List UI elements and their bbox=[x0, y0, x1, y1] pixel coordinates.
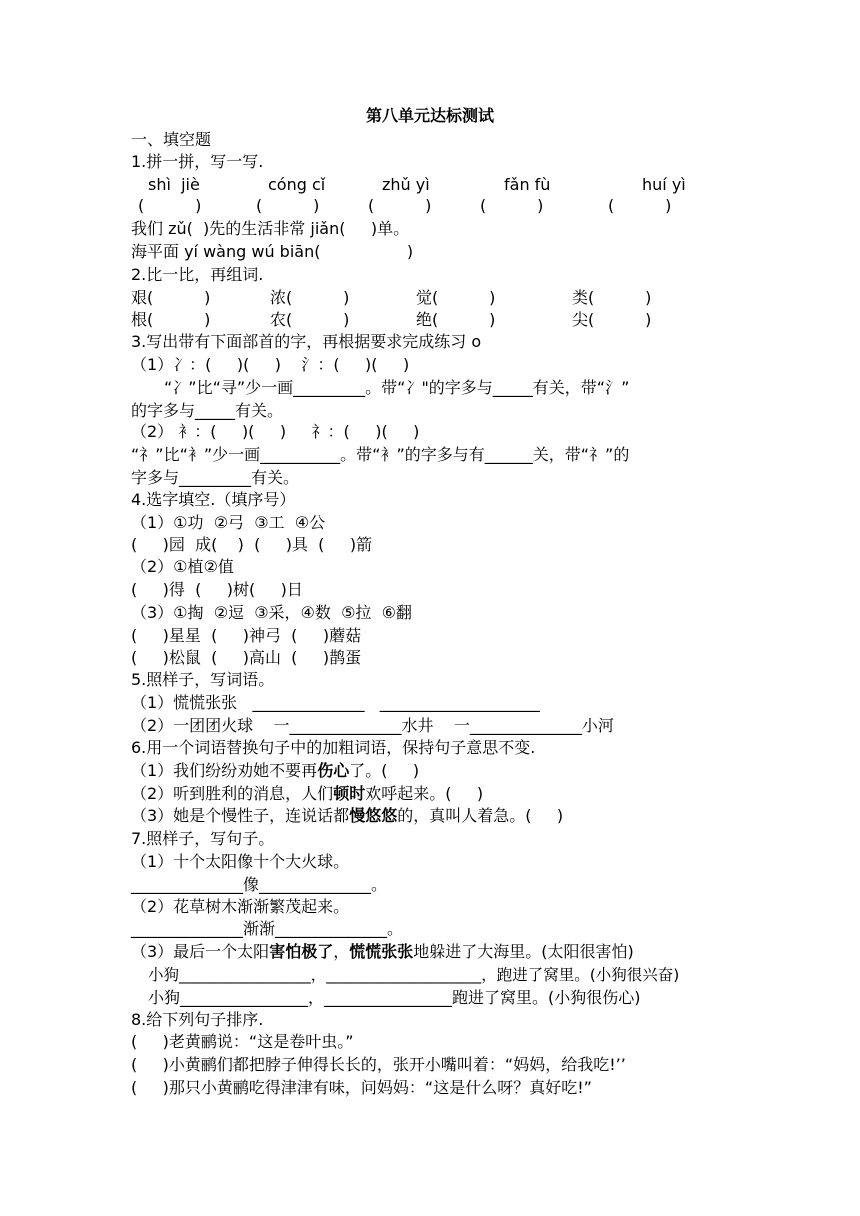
compare-item: 浓( ) bbox=[270, 288, 350, 307]
q3-part-1-text: “冫”比“寻”少一画_________。带“冫"的字多与_____有关，带“氵” bbox=[164, 378, 630, 397]
q6-bold-word: 慢悠悠 bbox=[349, 806, 398, 825]
q7-example-1: （1）十个太阳像十个大火球。 bbox=[131, 852, 350, 871]
q7-example-2: （2）花草树木渐渐繁茂起来。 bbox=[131, 897, 350, 916]
compare-item: 尖( ) bbox=[572, 310, 652, 329]
q7-bold-word: 慌慌张张 bbox=[349, 942, 414, 961]
q7-blank-1: ______________像______________。 bbox=[131, 875, 388, 894]
compare-item: 绝( ) bbox=[416, 310, 496, 329]
q6-item-1 bbox=[131, 761, 419, 783]
q4-blanks-3b: ( )松鼠 ( )高山 ( )鹊蛋 bbox=[131, 648, 362, 667]
q7-blank-3: 小狗_________________，____________________，跑进了窝里。(小狗很兴奋) bbox=[148, 966, 680, 984]
q6-text: 的，真叫人着急。( ) bbox=[397, 806, 564, 825]
q7-text: ， bbox=[333, 942, 350, 961]
section-heading: 一、填空题 bbox=[131, 130, 212, 149]
answer-blank[interactable]: ( ) bbox=[138, 196, 202, 215]
compare-item: 根( ) bbox=[131, 310, 211, 329]
q8-line-3: ( )那只小黄鹂吃得津津有味，问妈妈：“这是什么呀？真好吃!” bbox=[131, 1078, 592, 1097]
q6-bold-word: 伤心 bbox=[317, 761, 350, 780]
pinyin-3: zhǔ yì bbox=[382, 175, 430, 194]
answer-blank[interactable]: ( ) bbox=[608, 196, 672, 215]
q8-line-2: ( )小黄鹂们都把脖子伸得长长的，张开小嘴叫着：“妈妈，给我吃!’’ bbox=[131, 1055, 626, 1074]
q7-heading: 7.照样子，写句子。 bbox=[131, 829, 275, 848]
pinyin-5: huí yì bbox=[642, 175, 686, 194]
q4-blanks-1: ( )园 成( ) ( )具 ( )箭 bbox=[131, 535, 373, 554]
q4-options-2: （2）①植②值 bbox=[131, 557, 234, 576]
q6-text: 了。( ) bbox=[349, 761, 420, 780]
q2-heading: 2.比一比，再组词. bbox=[131, 265, 264, 284]
q4-options-1: （1）①功 ②弓 ③工 ④公 bbox=[131, 513, 326, 532]
q6-text: （2）听到胜利的消息，人们 bbox=[131, 784, 334, 803]
page-title: 第八单元达标测试 bbox=[365, 106, 494, 125]
q4-blanks-2: ( )得 ( )树( )日 bbox=[131, 580, 303, 599]
q3-part-1-text: 的字多与_____有关。 bbox=[131, 401, 284, 420]
q8-line-1: ( )老黄鹂说：“这是卷叶虫。” bbox=[131, 1032, 354, 1051]
q7-text: （3）最后一个太阳 bbox=[131, 942, 270, 961]
q6-heading: 6.用一个词语替换句子中的加粗词语，保持句子意思不变. bbox=[131, 738, 536, 757]
compare-item: 农( ) bbox=[270, 310, 350, 329]
answer-blank[interactable]: ( ) bbox=[368, 196, 432, 215]
compare-item: 觉( ) bbox=[416, 288, 496, 307]
answer-blank[interactable]: ( ) bbox=[256, 196, 320, 215]
q3-part-2-text: “礻”比“衤”少一画__________。带“衤”的字多与有______关，带“礻”的 bbox=[131, 445, 630, 464]
q3-part-2: （2） 衤：( )( ) 礻：( )( ) bbox=[131, 422, 420, 441]
q4-heading: 4.选字填空.（填序号） bbox=[131, 490, 296, 509]
q6-text: 欢呼起来。( ) bbox=[365, 784, 484, 803]
q3-heading: 3.写出带有下面部首的字，再根据要求完成练习 o bbox=[131, 332, 482, 351]
q5-heading: 5.照样子，写词语。 bbox=[131, 670, 275, 689]
pinyin-1: shì jiè bbox=[148, 175, 200, 194]
q7-blank-4: 小狗________________，________________跑进了窝里。(小狗很伤心) bbox=[148, 988, 641, 1007]
q6-bold-word: 顿时 bbox=[333, 784, 366, 803]
q6-item-3 bbox=[131, 806, 563, 828]
q3-part-2-text: 字多与_________有关。 bbox=[131, 468, 300, 487]
q4-blanks-3: ( )星星 ( )神弓 ( )蘑菇 bbox=[131, 626, 362, 645]
compare-item: 类( ) bbox=[572, 288, 652, 307]
q7-blank-2: ______________渐渐______________。 bbox=[131, 919, 404, 938]
q6-text: （3）她是个慢性子，连说话都 bbox=[131, 806, 350, 825]
q5-item-1: （1）慌慌张张 ______________ ____________________ bbox=[131, 693, 540, 712]
pinyin-4: fǎn fù bbox=[504, 175, 551, 194]
q3-part-1: （1）冫：( )( ) 氵：( )( ) bbox=[131, 355, 410, 374]
q6-item-2 bbox=[131, 784, 483, 806]
answer-blank[interactable]: ( ) bbox=[480, 196, 544, 215]
q1-heading: 1.拼一拼，写一写. bbox=[131, 152, 264, 171]
q4-options-3: （3）①掏 ②逗 ③采，④数 ⑤拉 ⑥翻 bbox=[131, 603, 412, 622]
q7-bold-word: 害怕极了 bbox=[269, 942, 334, 961]
compare-item: 艰( ) bbox=[131, 288, 211, 307]
q7-example-3 bbox=[131, 942, 634, 964]
q1-sentence-1: 我们 zǔ( )先的生活非常 jiǎn( )单。 bbox=[131, 219, 410, 238]
q8-heading: 8.给下列句子排序. bbox=[131, 1010, 264, 1029]
q1-sentence-2: 海平面 yí wàng wú biān( ) bbox=[131, 242, 414, 261]
q7-text: 地躲进了大海里。(太阳很害怕) bbox=[413, 942, 634, 961]
q6-text: （1）我们纷纷劝她不要再 bbox=[131, 761, 318, 780]
pinyin-2: cóng cǐ bbox=[268, 175, 326, 194]
q5-item-2: （2）一团团火球 一______________水井 一______________小河 bbox=[131, 716, 614, 735]
